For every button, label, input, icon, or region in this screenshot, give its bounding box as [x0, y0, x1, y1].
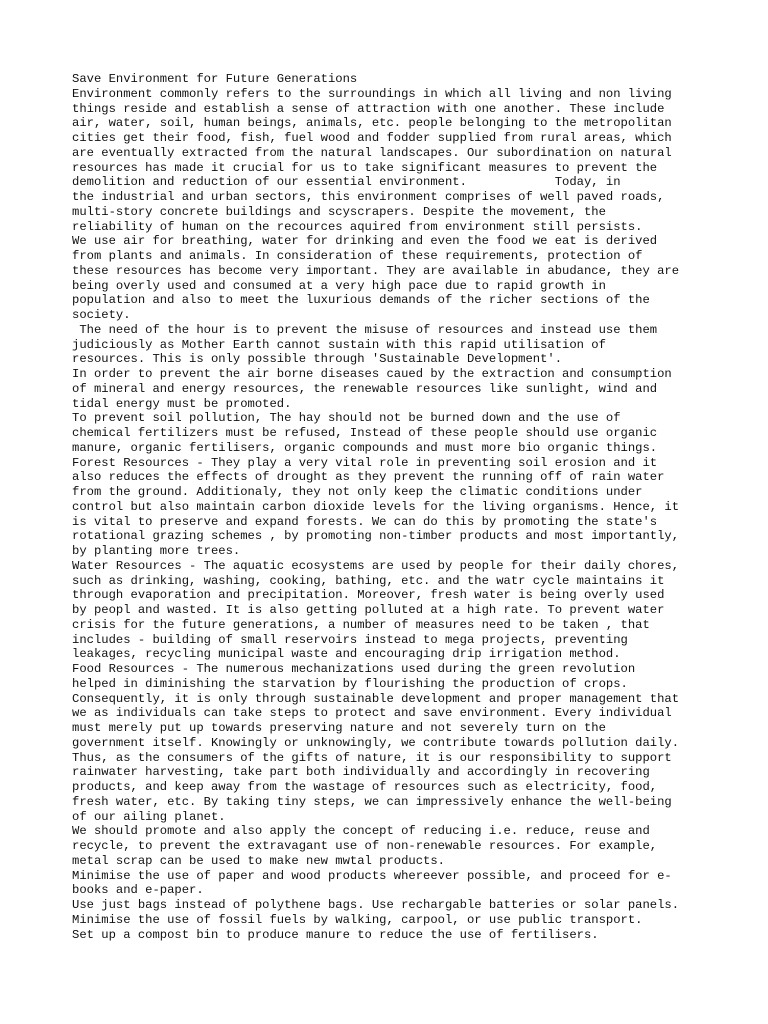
text-line: Set up a compost bin to produce manure to reduce the use of fertilisers. — [72, 927, 599, 942]
text-line: Minimise the use of paper and wood products whereever possible, and proceed for e- — [72, 868, 672, 883]
text-line: is vital to preserve and expand forests. We can do this by promoting the state's — [72, 514, 658, 529]
text-line: cities get their food, fish, fuel wood and fodder supplied from rural areas, which — [72, 131, 672, 145]
text-line: Environment commonly refers to the surroundings in which all living and non living — [72, 86, 672, 101]
text-line: by planting more trees. — [72, 544, 241, 558]
text-line: from the ground. Additionaly, they not only keep the climatic conditions under — [72, 485, 643, 499]
text-line: we as individuals can take steps to protect and save environment. Every individual — [72, 706, 672, 721]
text-line: also reduces the effects of drought as they prevent the running off of rain water — [72, 470, 665, 485]
text-line: being overly used and consumed at a very high pace due to rapid growth in — [72, 278, 606, 293]
text-line: resources. This is only possible through 'Sustainable Development'. — [72, 352, 563, 367]
text-line: Consequently, it is only through sustainable development and proper management that — [72, 691, 680, 706]
text-line: the industrial and urban sectors, this environment comprises of well paved roads, — [72, 190, 665, 204]
text-line: government itself. Knowingly or unknowingly, we contribute towards pollution daily. — [72, 735, 680, 750]
text-line: resources has made it crucial for us to take significant measures to prevent the — [72, 160, 658, 175]
text-line: books and e-paper. — [72, 883, 204, 898]
text-line: of mineral and energy resources, the renewable resources like sunlight, wind and — [72, 381, 658, 396]
text-line: products, and keep away from the wastage of resources such as electricity, food, — [72, 780, 658, 794]
text-line: helped in diminishing the starvation by flourishing the production of crops. — [72, 676, 628, 691]
text-line: In order to prevent the air borne diseases caued by the extraction and consumption — [72, 367, 672, 381]
text-line: Minimise the use of fossil fuels by walking, carpool, or use public transport. — [72, 912, 643, 927]
text-line: demolition and reduction of our essential environment. Today, in — [72, 175, 621, 190]
text-line: things reside and establish a sense of attraction with one another. These include — [72, 101, 665, 116]
text-line: are eventually extracted from the natural landscapes. Our subordination on natural — [72, 145, 672, 160]
text-line: metal scrap can be used to make new mwtal products. — [72, 853, 445, 868]
text-line: rotational grazing schemes , by promoting non-timber products and most importantly, — [72, 529, 680, 544]
text-line: Forest Resources - They play a very vital role in preventing soil erosion and it — [72, 455, 658, 470]
text-line: We use air for breathing, water for drinking and even the food we eat is derived — [72, 234, 658, 249]
text-line: Water Resources - The aquatic ecosystems are used by people for their daily chores, — [72, 558, 680, 573]
text-line: tidal energy must be promoted. — [72, 396, 292, 411]
text-line: To prevent soil pollution, The hay should not be burned down and the use of — [72, 411, 621, 426]
text-line: Use just bags instead of polythene bags. Use rechargable batteries or solar panels. — [72, 898, 680, 912]
text-line: crisis for the future generations, a number of measures need to be taken , that — [72, 617, 650, 632]
text-line: rainwater harvesting, take part both individually and accordingly in recovering — [72, 765, 650, 780]
text-line: judiciously as Mother Earth cannot sustain with this rapid utilisation of — [72, 337, 606, 352]
text-line: recycle, to prevent the extravagant use of non-renewable resources. For example, — [72, 839, 658, 853]
text-line: multi-story concrete buildings and scyscrapers. Despite the movement, the — [72, 204, 606, 219]
text-line: Thus, as the consumers of the gifts of nature, it is our responsibility to support — [72, 750, 672, 765]
text-line: We should promote and also apply the concept of reducing i.e. reduce, reuse and — [72, 824, 650, 839]
text-line: of our ailing planet. — [72, 809, 226, 824]
text-line: leakages, recycling municipal waste and encouraging drip irrigation method. — [72, 647, 621, 662]
text-line: air, water, soil, human beings, animals, etc. people belonging to the metropolitan — [72, 116, 672, 131]
text-line: The need of the hour is to prevent the misuse of resources and instead use them — [72, 322, 658, 337]
text-line: fresh water, etc. By taking tiny steps, we can impressively enhance the well-being — [72, 794, 672, 809]
text-line: such as drinking, washing, cooking, bathing, etc. and the watr cycle maintains it — [72, 573, 665, 588]
text-line: by peopl and wasted. It is also getting polluted at a high rate. To prevent water — [72, 603, 665, 617]
text-line: from plants and animals. In consideration of these requirements, protection of — [72, 249, 643, 263]
text-line: Food Resources - The numerous mechanizations used during the green revolution — [72, 662, 636, 676]
text-line: must merely put up towards preserving nature and not severely turn on the — [72, 721, 606, 735]
text-line: society. — [72, 308, 131, 322]
document-title-line: Save Environment for Future Generations — [72, 72, 358, 86]
text-line: includes - building of small reservoirs instead to mega projects, preventing — [72, 632, 628, 647]
document-page — [72, 72, 712, 942]
text-line: through evaporation and precipitation. Moreover, fresh water is being overly used — [72, 588, 665, 603]
text-line: population and also to meet the luxurious demands of the richer sections of the — [72, 293, 650, 308]
text-line: these resources has become very important. They are available in abudance, they are — [72, 263, 680, 278]
text-line: manure, organic fertilisers, organic compounds and must more bio organic things. — [72, 440, 658, 455]
text-line: control but also maintain carbon dioxide levels for the living organisms. Hence, it — [72, 499, 680, 514]
text-line: reliability of human on the recources aquired from environment still persists. — [72, 219, 643, 234]
text-line: chemical fertilizers must be refused, Instead of these people should use organic — [72, 426, 658, 440]
